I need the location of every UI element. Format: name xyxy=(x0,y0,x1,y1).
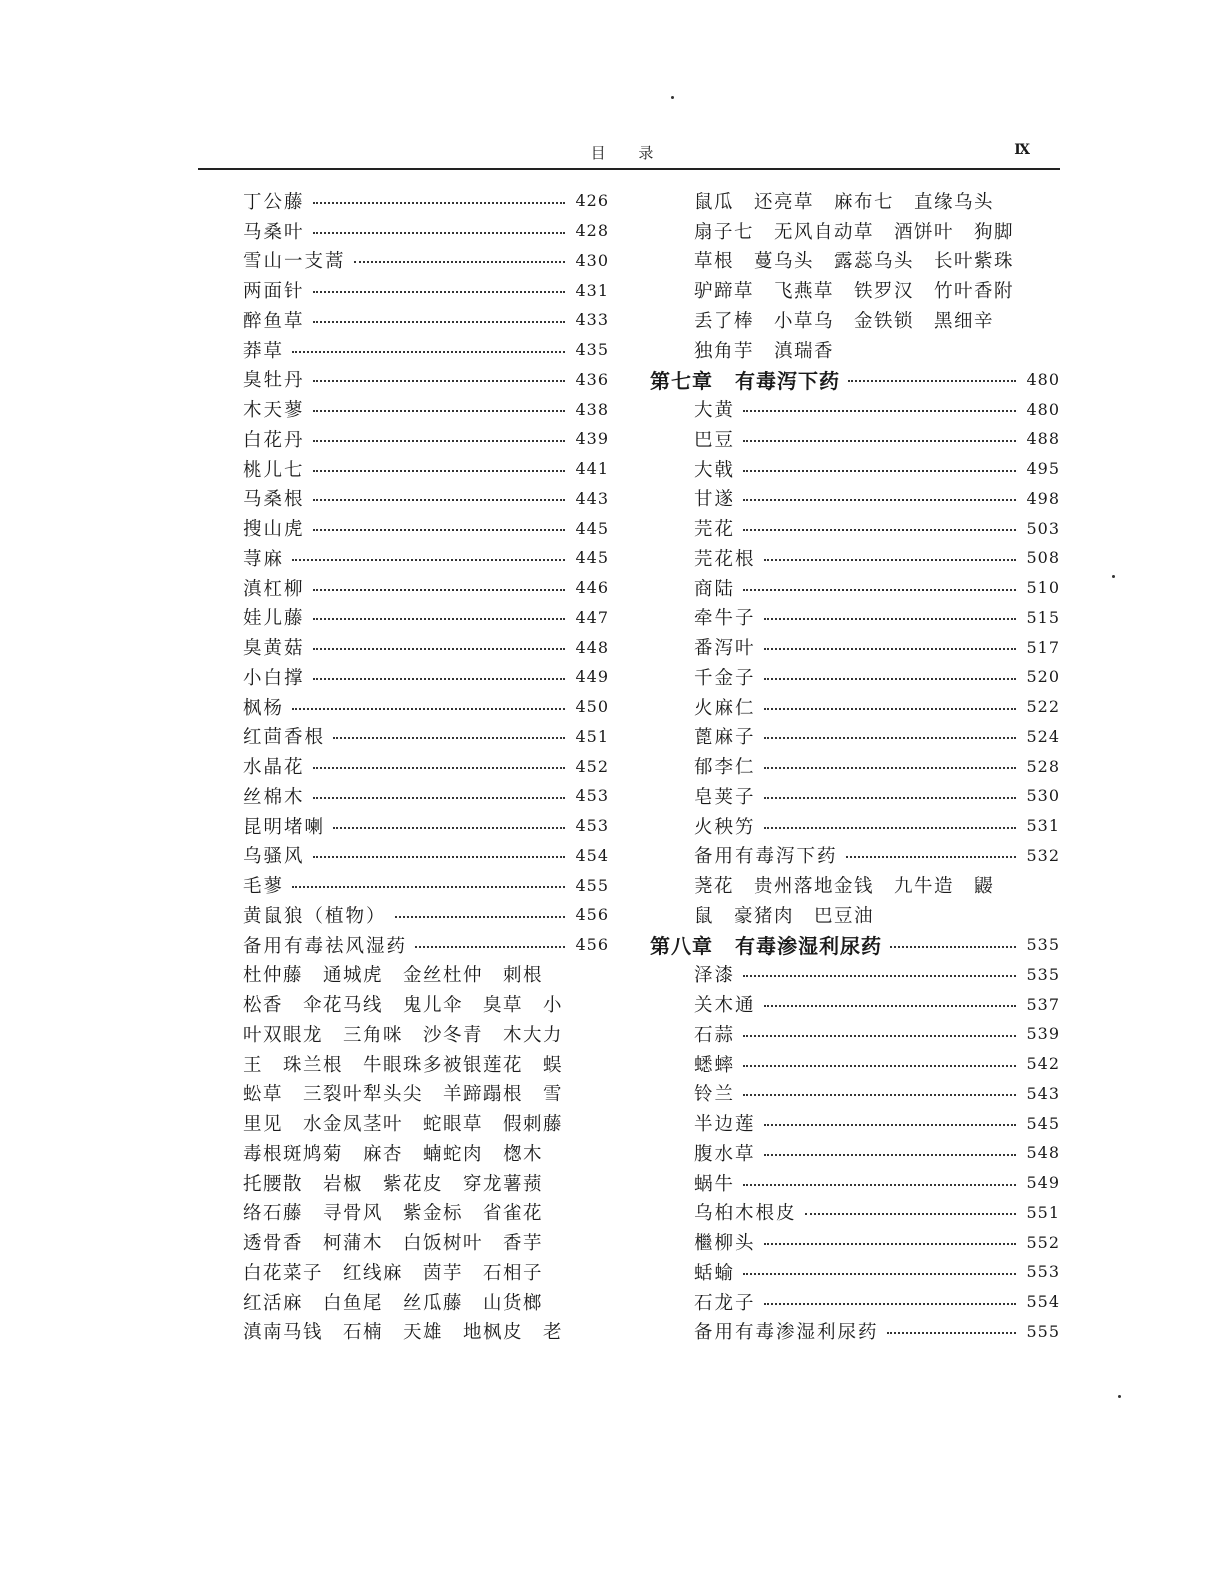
entry-page: 520 xyxy=(1026,667,1060,687)
entry-page: 445 xyxy=(575,518,609,538)
entry-page: 430 xyxy=(575,250,609,270)
dot-leader xyxy=(764,1124,1016,1126)
entry-name: 乌桕木根皮 xyxy=(694,1203,797,1225)
entry-page: 480 xyxy=(1026,399,1060,419)
additional-drugs-text: 丢了棒 小草乌 金铁锁 黑细辛 xyxy=(694,310,995,332)
entry-page: 552 xyxy=(1026,1232,1060,1252)
toc-entry xyxy=(650,484,1060,514)
additional-drugs-text: 滇南马钱 石楠 天雄 地枫皮 老 xyxy=(243,1322,564,1344)
toc-entry xyxy=(650,841,1060,871)
entry-page: 452 xyxy=(575,756,609,776)
dot-leader xyxy=(805,1213,1016,1215)
entry-name: 泽漆 xyxy=(694,965,736,987)
left-column xyxy=(243,186,609,1346)
dot-leader xyxy=(743,529,1016,531)
entry-name: 乌骚风 xyxy=(243,846,305,868)
toc-entry xyxy=(650,1287,1060,1317)
page-header xyxy=(198,138,1060,170)
toc-entry xyxy=(243,603,609,633)
scan-speck xyxy=(1118,1395,1121,1398)
entry-name: 昆明堵喇 xyxy=(243,816,326,838)
additional-drugs-line xyxy=(243,1138,609,1168)
entry-name: 马桑叶 xyxy=(243,221,305,243)
additional-drugs-line xyxy=(650,870,1060,900)
entry-name: 甘遂 xyxy=(694,489,736,511)
dot-leader xyxy=(292,559,565,561)
additional-drugs-line xyxy=(243,1317,609,1347)
toc-entry xyxy=(650,573,1060,603)
entry-name: 郁李仁 xyxy=(694,757,756,779)
entry-name: 桃儿七 xyxy=(243,459,305,481)
entry-page: 431 xyxy=(575,280,609,300)
dot-leader xyxy=(313,678,565,680)
entry-page: 530 xyxy=(1026,786,1060,806)
entry-page: 543 xyxy=(1026,1083,1060,1103)
toc-entry xyxy=(650,632,1060,662)
toc-entry xyxy=(243,841,609,871)
chapter-number: 第七章 xyxy=(650,368,713,393)
toc-entry xyxy=(650,662,1060,692)
toc-entry xyxy=(650,543,1060,573)
toc-entry xyxy=(650,1227,1060,1257)
toc-entry xyxy=(650,1079,1060,1109)
entry-page: 426 xyxy=(575,191,609,211)
chapter-title: 有毒渗湿利尿药 xyxy=(735,934,882,959)
additional-drugs-line xyxy=(243,960,609,990)
dot-leader xyxy=(313,797,565,799)
header-page-numeral: Ⅸ xyxy=(1014,142,1030,158)
toc-entry xyxy=(243,751,609,781)
entry-page: 453 xyxy=(575,786,609,806)
dot-leader xyxy=(313,618,565,620)
entry-name: 蛞蝓 xyxy=(694,1262,736,1284)
entry-page: 508 xyxy=(1026,548,1060,568)
entry-name: 蜗牛 xyxy=(694,1173,736,1195)
dot-leader xyxy=(395,916,565,918)
toc-entry xyxy=(650,1108,1060,1138)
entry-name: 滇杠柳 xyxy=(243,578,305,600)
entry-page: 445 xyxy=(575,548,609,568)
entry-name: 石蒜 xyxy=(694,1024,736,1046)
additional-drugs-text: 驴蹄草 飞燕草 铁罗汉 竹叶香附 xyxy=(694,281,1015,303)
dot-leader xyxy=(743,440,1016,442)
entry-page: 456 xyxy=(575,935,609,955)
additional-drugs-line xyxy=(243,989,609,1019)
additional-drugs-line xyxy=(650,305,1060,335)
entry-page: 438 xyxy=(575,399,609,419)
chapter-page: 480 xyxy=(1026,369,1060,389)
additional-drugs-line xyxy=(650,216,1060,246)
entry-page: 446 xyxy=(575,578,609,598)
entry-page: 495 xyxy=(1026,459,1060,479)
additional-drugs-line xyxy=(243,1019,609,1049)
entry-name: 铃兰 xyxy=(694,1084,736,1106)
entry-name: 两面针 xyxy=(243,281,305,303)
entry-name: 番泻叶 xyxy=(694,638,756,660)
entry-name: 备用有毒渗湿利尿药 xyxy=(694,1322,879,1344)
additional-drugs-line xyxy=(650,275,1060,305)
toc-entry xyxy=(243,305,609,335)
dot-leader xyxy=(743,1273,1016,1275)
dot-leader xyxy=(887,1332,1016,1334)
entry-page: 510 xyxy=(1026,578,1060,598)
chapter-title: 有毒泻下药 xyxy=(735,368,840,393)
entry-name: 臭黄菇 xyxy=(243,638,305,660)
header-title: 目 录 xyxy=(590,144,668,162)
dot-leader xyxy=(764,767,1016,769)
dot-leader xyxy=(764,1154,1016,1156)
entry-page: 433 xyxy=(575,310,609,330)
entry-page: 451 xyxy=(575,726,609,746)
dot-leader xyxy=(313,321,565,323)
toc-entry xyxy=(243,513,609,543)
entry-name: 娃儿藤 xyxy=(243,608,305,630)
additional-drugs-text: 鼠瓜 还亮草 麻布七 直缘乌头 xyxy=(694,191,995,213)
toc-entry xyxy=(243,246,609,276)
dot-leader xyxy=(764,797,1016,799)
dot-leader xyxy=(764,827,1016,829)
entry-page: 524 xyxy=(1026,726,1060,746)
dot-leader xyxy=(313,589,565,591)
toc-entry xyxy=(650,751,1060,781)
additional-drugs-line xyxy=(650,186,1060,216)
dot-leader xyxy=(292,708,565,710)
additional-drugs-line xyxy=(650,246,1060,276)
entry-name: 枫杨 xyxy=(243,697,285,719)
dot-leader xyxy=(313,291,565,293)
chapter-number: 第八章 xyxy=(650,934,713,959)
chapter-heading xyxy=(650,930,1060,960)
entry-name: 木天蓼 xyxy=(243,400,305,422)
entry-name: 关木通 xyxy=(694,995,756,1017)
additional-drugs-text: 白花菜子 红线麻 茵芋 石相子 xyxy=(243,1262,544,1284)
toc-entry xyxy=(243,394,609,424)
dot-leader xyxy=(743,589,1016,591)
entry-page: 542 xyxy=(1026,1054,1060,1074)
toc-entry xyxy=(650,692,1060,722)
toc-entry xyxy=(650,722,1060,752)
additional-drugs-line xyxy=(243,1079,609,1109)
entry-name: 蓖麻子 xyxy=(694,727,756,749)
dot-leader xyxy=(764,1303,1016,1305)
dot-leader xyxy=(743,1184,1016,1186)
dot-leader xyxy=(354,261,565,263)
toc-entry xyxy=(243,930,609,960)
toc-entry xyxy=(243,573,609,603)
entry-name: 火秧竻 xyxy=(694,816,756,838)
additional-drugs-text: 蚣草 三裂叶犁头尖 羊蹄蹋根 雪 xyxy=(243,1084,564,1106)
additional-drugs-line xyxy=(243,1287,609,1317)
toc-entry xyxy=(243,216,609,246)
entry-page: 450 xyxy=(575,697,609,717)
dot-leader xyxy=(743,499,1016,501)
entry-name: 千金子 xyxy=(694,667,756,689)
toc-entry xyxy=(650,603,1060,633)
additional-drugs-line xyxy=(243,1198,609,1228)
dot-leader xyxy=(743,975,1016,977)
dot-leader xyxy=(764,559,1016,561)
additional-drugs-text: 络石藤 寻骨风 紫金标 省雀花 xyxy=(243,1203,544,1225)
entry-page: 453 xyxy=(575,816,609,836)
entry-page: 447 xyxy=(575,607,609,627)
toc-entry xyxy=(243,186,609,216)
additional-drugs-line xyxy=(243,1049,609,1079)
entry-name: 红茴香根 xyxy=(243,727,326,749)
dot-leader xyxy=(313,380,565,382)
scan-speck xyxy=(671,96,674,99)
additional-drugs-text: 红活麻 白鱼尾 丝瓜藤 山货榔 xyxy=(243,1292,544,1314)
additional-drugs-text: 草根 蔓乌头 露蕊乌头 长叶紫珠 xyxy=(694,251,1015,273)
toc-entry xyxy=(650,1138,1060,1168)
dot-leader xyxy=(333,737,565,739)
entry-page: 443 xyxy=(575,488,609,508)
entry-name: 石龙子 xyxy=(694,1292,756,1314)
entry-name: 腹水草 xyxy=(694,1143,756,1165)
toc-entry xyxy=(650,424,1060,454)
toc-entry xyxy=(243,900,609,930)
toc-entry xyxy=(650,394,1060,424)
toc-entry xyxy=(243,662,609,692)
dot-leader xyxy=(313,440,565,442)
entry-page: 531 xyxy=(1026,816,1060,836)
entry-name: 牵牛子 xyxy=(694,608,756,630)
additional-drugs-line xyxy=(243,1108,609,1138)
entry-name: 水晶花 xyxy=(243,757,305,779)
entry-page: 455 xyxy=(575,875,609,895)
entry-page: 553 xyxy=(1026,1262,1060,1282)
entry-name: 芫花根 xyxy=(694,548,756,570)
entry-page: 428 xyxy=(575,221,609,241)
entry-page: 441 xyxy=(575,459,609,479)
additional-drugs-text: 独角芋 滇瑞香 xyxy=(694,340,835,362)
additional-drugs-text: 松香 伞花马线 鬼儿伞 臭草 小 xyxy=(243,995,564,1017)
toc-entry xyxy=(243,424,609,454)
entry-name: 备用有毒祛风湿药 xyxy=(243,935,408,957)
additional-drugs-line xyxy=(243,1257,609,1287)
additional-drugs-line xyxy=(650,900,1060,930)
entry-page: 532 xyxy=(1026,845,1060,865)
entry-name: 巴豆 xyxy=(694,429,736,451)
toc-entry xyxy=(243,275,609,305)
entry-page: 515 xyxy=(1026,607,1060,627)
entry-page: 435 xyxy=(575,340,609,360)
entry-name: 丁公藤 xyxy=(243,191,305,213)
dot-leader xyxy=(292,351,565,353)
toc-entry xyxy=(243,632,609,662)
dot-leader xyxy=(846,856,1016,858)
toc-entry xyxy=(243,365,609,395)
additional-drugs-text: 叶双眼龙 三角咪 沙冬青 木大力 xyxy=(243,1024,564,1046)
entry-page: 503 xyxy=(1026,518,1060,538)
toc-entry xyxy=(243,722,609,752)
entry-name: 莽草 xyxy=(243,340,285,362)
entry-page: 517 xyxy=(1026,637,1060,657)
dot-leader xyxy=(743,1094,1016,1096)
dot-leader xyxy=(292,886,565,888)
entry-name: 大黄 xyxy=(694,400,736,422)
additional-drugs-text: 荛花 贵州落地金钱 九牛造 鼹 xyxy=(694,876,995,898)
toc-entry xyxy=(650,1168,1060,1198)
entry-name: 皂荚子 xyxy=(694,786,756,808)
entry-name: 丝棉木 xyxy=(243,786,305,808)
toc-entry xyxy=(650,960,1060,990)
chapter-heading xyxy=(650,365,1060,395)
entry-name: 白花丹 xyxy=(243,429,305,451)
entry-page: 522 xyxy=(1026,697,1060,717)
dot-leader xyxy=(764,1243,1016,1245)
entry-page: 456 xyxy=(575,905,609,925)
toc-entry xyxy=(650,811,1060,841)
toc-entry xyxy=(243,781,609,811)
entry-name: 荨麻 xyxy=(243,548,285,570)
dot-leader xyxy=(313,202,565,204)
entry-page: 448 xyxy=(575,637,609,657)
chapter-page: 535 xyxy=(1026,935,1060,955)
toc-entry xyxy=(243,870,609,900)
entry-name: 火麻仁 xyxy=(694,697,756,719)
entry-page: 528 xyxy=(1026,756,1060,776)
entry-page: 555 xyxy=(1026,1321,1060,1341)
additional-drugs-line xyxy=(650,335,1060,365)
dot-leader xyxy=(890,946,1016,948)
dot-leader xyxy=(313,529,565,531)
toc-entry xyxy=(650,989,1060,1019)
entry-name: 半边莲 xyxy=(694,1114,756,1136)
entry-page: 549 xyxy=(1026,1173,1060,1193)
entry-name: 黄鼠狼（植物） xyxy=(243,905,387,927)
additional-drugs-text: 里见 水金凤茎叶 蛇眼草 假刺藤 xyxy=(243,1114,564,1136)
right-column xyxy=(650,186,1060,1346)
dot-leader xyxy=(333,827,565,829)
additional-drugs-text: 杜仲藤 通城虎 金丝杜仲 刺根 xyxy=(243,965,544,987)
toc-entry xyxy=(650,1019,1060,1049)
additional-drugs-text: 鼠 豪猪肉 巴豆油 xyxy=(694,905,875,927)
dot-leader xyxy=(743,470,1016,472)
entry-page: 554 xyxy=(1026,1292,1060,1312)
entry-page: 548 xyxy=(1026,1143,1060,1163)
toc-entry xyxy=(650,1198,1060,1228)
entry-page: 498 xyxy=(1026,488,1060,508)
toc-entry xyxy=(650,1049,1060,1079)
entry-page: 488 xyxy=(1026,429,1060,449)
dot-leader xyxy=(764,737,1016,739)
entry-page: 449 xyxy=(575,667,609,687)
toc-entry xyxy=(243,543,609,573)
entry-page: 439 xyxy=(575,429,609,449)
additional-drugs-line xyxy=(243,1168,609,1198)
entry-name: 醉鱼草 xyxy=(243,310,305,332)
toc-entry xyxy=(650,1257,1060,1287)
scan-speck xyxy=(1112,575,1115,578)
toc-entry xyxy=(243,692,609,722)
additional-drugs-text: 毒根斑鸠菊 麻杏 蝻蛇肉 楤木 xyxy=(243,1143,544,1165)
dot-leader xyxy=(313,767,565,769)
entry-name: 商陆 xyxy=(694,578,736,600)
entry-name: 芫花 xyxy=(694,519,736,541)
additional-drugs-text: 托腰散 岩椒 紫花皮 穿龙薯蓣 xyxy=(243,1173,544,1195)
entry-name: 臭牡丹 xyxy=(243,370,305,392)
additional-drugs-text: 扇子七 无风自动草 酒饼叶 狗脚 xyxy=(694,221,1015,243)
dot-leader xyxy=(313,856,565,858)
dot-leader xyxy=(743,1035,1016,1037)
entry-page: 535 xyxy=(1026,964,1060,984)
dot-leader xyxy=(313,232,565,234)
entry-page: 454 xyxy=(575,845,609,865)
entry-page: 551 xyxy=(1026,1202,1060,1222)
dot-leader xyxy=(764,708,1016,710)
entry-page: 539 xyxy=(1026,1024,1060,1044)
toc-entry xyxy=(243,811,609,841)
entry-name: 雪山一支蒿 xyxy=(243,251,346,273)
dot-leader xyxy=(313,499,565,501)
additional-drugs-text: 王 珠兰根 牛眼珠多被银莲花 蜈 xyxy=(243,1054,564,1076)
entry-name: 备用有毒泻下药 xyxy=(694,846,838,868)
toc-entry xyxy=(243,454,609,484)
toc-entry xyxy=(243,484,609,514)
entry-name: 檵柳头 xyxy=(694,1233,756,1255)
dot-leader xyxy=(764,648,1016,650)
entry-name: 小白撑 xyxy=(243,667,305,689)
toc-entry xyxy=(650,513,1060,543)
dot-leader xyxy=(764,678,1016,680)
toc-entry xyxy=(243,335,609,365)
dot-leader xyxy=(743,1065,1016,1067)
entry-name: 搜山虎 xyxy=(243,519,305,541)
entry-page: 545 xyxy=(1026,1113,1060,1133)
entry-name: 蟋蟀 xyxy=(694,1054,736,1076)
entry-page: 436 xyxy=(575,369,609,389)
entry-name: 毛蓼 xyxy=(243,876,285,898)
dot-leader xyxy=(848,380,1016,382)
entry-name: 大戟 xyxy=(694,459,736,481)
additional-drugs-text: 透骨香 柯蒲木 白饭树叶 香芋 xyxy=(243,1233,544,1255)
additional-drugs-line xyxy=(243,1227,609,1257)
dot-leader xyxy=(764,618,1016,620)
dot-leader xyxy=(313,648,565,650)
dot-leader xyxy=(415,946,565,948)
dot-leader xyxy=(313,410,565,412)
entry-name: 马桑根 xyxy=(243,489,305,511)
toc-entry xyxy=(650,1317,1060,1347)
toc-entry xyxy=(650,781,1060,811)
toc-entry xyxy=(650,454,1060,484)
dot-leader xyxy=(743,410,1016,412)
entry-page: 537 xyxy=(1026,994,1060,1014)
dot-leader xyxy=(313,470,565,472)
dot-leader xyxy=(764,1005,1016,1007)
